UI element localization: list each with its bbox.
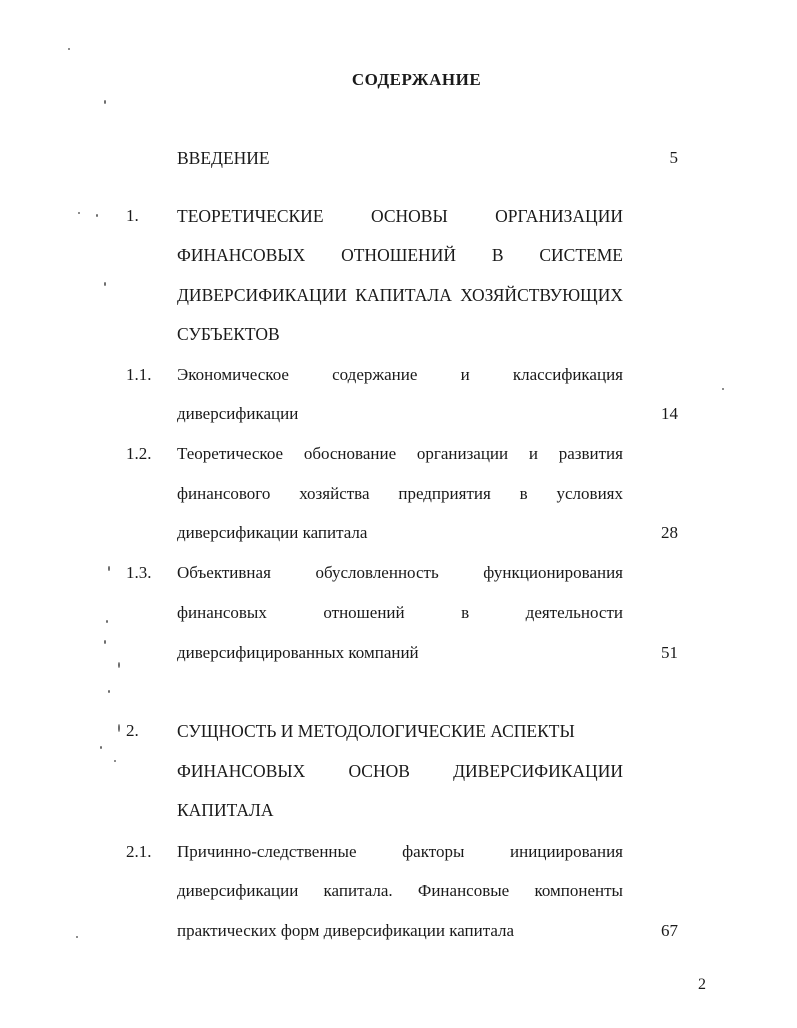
scan-speck	[100, 746, 102, 749]
toc-word: компоненты	[534, 881, 623, 900]
toc-word: хозяйства	[299, 484, 370, 503]
toc-entry-1-1-line-2	[177, 404, 623, 424]
toc-word: Теоретическое	[177, 444, 284, 463]
scan-speck	[108, 690, 110, 693]
toc-entry-1-line-1	[177, 206, 623, 227]
toc-word: ХОЗЯЙСТВУЮЩИХ	[460, 285, 623, 305]
toc-word: и	[528, 444, 538, 463]
toc-entry-1-2-line-3	[177, 523, 623, 543]
toc-entry-2-line-3	[177, 800, 623, 821]
toc-entry-1-3-line-1	[177, 563, 623, 583]
toc-entry-2-1-line-2	[177, 881, 623, 901]
toc-entry-1-line-2	[177, 245, 623, 266]
toc-word: СИСТЕМЕ	[539, 245, 623, 265]
toc-word: Причинно-следственные	[177, 842, 357, 861]
toc-word: финансового	[177, 484, 271, 503]
toc-word: классификация	[512, 365, 623, 384]
toc-page-2-1: 67	[661, 921, 678, 940]
scan-speck	[106, 620, 108, 623]
toc-word: развития	[558, 444, 623, 463]
scan-speck	[114, 760, 116, 762]
toc-word: Экономическое	[177, 365, 289, 384]
toc-page-1-2: 28	[661, 523, 678, 542]
toc-word: финансовых	[177, 603, 267, 622]
toc-word: в	[461, 603, 470, 622]
toc-word: ДИВЕРСИФИКАЦИИ	[177, 285, 347, 305]
toc-entry-2-1-line-3	[177, 921, 623, 941]
toc-page-intro: 5	[669, 148, 678, 167]
toc-word: условиях	[556, 484, 623, 503]
toc-word: практических форм диверсификации капитала	[177, 921, 515, 940]
toc-number-1-1: 1.1.	[126, 365, 152, 384]
scan-speck	[68, 48, 70, 50]
toc-word: ТЕОРЕТИЧЕСКИЕ	[177, 206, 324, 226]
toc-word: В	[491, 245, 504, 265]
toc-word: капитала.	[323, 881, 393, 900]
toc-number-2-1: 2.1.	[126, 842, 152, 861]
toc-word: обоснование	[303, 444, 397, 463]
toc-word: диверсификации капитала	[177, 523, 368, 542]
toc-word: диверсифицированных компаний	[177, 643, 419, 662]
toc-entry-1-line-4	[177, 324, 623, 345]
toc-word: СУБЪЕКТОВ	[177, 324, 280, 344]
page-number: 2	[698, 976, 706, 993]
toc-page-1-3: 51	[661, 643, 678, 662]
scan-speck	[104, 640, 106, 644]
toc-page-1-1: 14	[661, 404, 678, 423]
toc-word: инициирования	[510, 842, 623, 861]
toc-word: ОСНОВЫ	[370, 206, 448, 226]
toc-entry-1-3-line-3	[177, 643, 623, 663]
toc-entry-intro-line-1	[177, 148, 623, 169]
scan-speck	[118, 724, 120, 732]
scan-speck	[118, 662, 120, 668]
toc-entry-2-line-1	[177, 721, 623, 742]
toc-word: СУЩНОСТЬ И МЕТОДОЛОГИЧЕСКИЕ АСПЕКТЫ	[177, 721, 575, 741]
toc-word: ОСНОВ	[348, 761, 410, 781]
toc-word: предприятия	[398, 484, 491, 503]
toc-word: деятельности	[525, 603, 623, 622]
toc-word: обусловленность	[315, 563, 439, 582]
toc-word: КАПИТАЛА	[177, 800, 274, 820]
toc-word: ФИНАНСОВЫХ	[177, 245, 306, 265]
scan-speck	[722, 388, 724, 390]
toc-word: факторы	[402, 842, 465, 861]
scan-speck	[104, 100, 106, 104]
toc-word: в	[519, 484, 528, 503]
toc-entry-1-3-line-2	[177, 603, 623, 623]
toc-entry-2-1-line-1	[177, 842, 623, 862]
toc-word: отношений	[323, 603, 405, 622]
toc-word: Объективная	[177, 563, 271, 582]
toc-word: организации	[416, 444, 509, 463]
toc-word: ОРГАНИЗАЦИИ	[495, 206, 623, 226]
toc-word: функционирования	[483, 563, 623, 582]
toc-entry-1-2-line-2	[177, 484, 623, 504]
toc-entry-1-line-3	[177, 285, 623, 306]
scan-speck	[78, 212, 80, 214]
toc-word: ФИНАНСОВЫХ	[177, 761, 306, 781]
toc-number-1: 1.	[126, 206, 139, 225]
toc-word: диверсификации	[177, 404, 299, 423]
toc-word: содержание	[332, 365, 418, 384]
toc-word: диверсификации	[177, 881, 299, 900]
toc-entry-2-line-2	[177, 761, 623, 782]
toc-word: Финансовые	[417, 881, 510, 900]
toc-word: КАПИТАЛА	[355, 285, 452, 305]
toc-entry-1-1-line-1	[177, 365, 623, 385]
toc-word: ОТНОШЕНИЙ	[341, 245, 456, 265]
scan-speck	[108, 566, 110, 571]
toc-number-2: 2.	[126, 721, 139, 740]
toc-word: ДИВЕРСИФИКАЦИИ	[453, 761, 623, 781]
scan-speck	[96, 214, 98, 217]
toc-number-1-3: 1.3.	[126, 563, 152, 582]
toc-number-1-2: 1.2.	[126, 444, 152, 463]
toc-text: ВВЕДЕНИЕ	[177, 148, 270, 168]
toc-word: и	[460, 365, 470, 384]
page-title: СОДЕРЖАНИЕ	[351, 70, 482, 89]
toc-entry-1-2-line-1	[177, 444, 623, 464]
scan-speck	[76, 936, 78, 938]
scan-speck	[104, 282, 106, 286]
